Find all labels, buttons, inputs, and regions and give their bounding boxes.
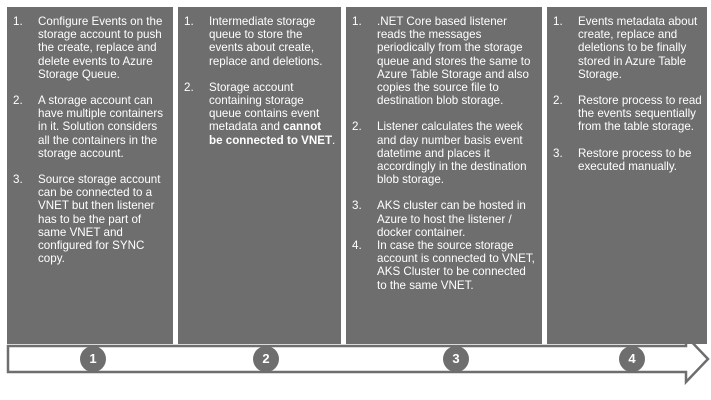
step-list-2 [184,15,337,160]
step-number: 3. [553,146,563,160]
step-text [209,81,335,147]
step-text: Listener calculates the week and day number basis event datetime and places it accordingly in the destination blob storage. [377,120,527,187]
step-item [184,81,337,147]
step-number: 1. [13,15,23,28]
step-text: .NET Core based listener reads the messages periodically from the storage queue and stores the same to Azure Table Storage and also copies the source file to destination blob storage. [377,15,531,108]
step-panel-2 [178,7,341,344]
step-item [13,173,169,265]
step-panel-1 [7,7,173,344]
step-item [553,94,703,134]
step-badge-1: 1 [80,346,106,372]
step-item [352,239,538,292]
step-number: 1. [184,15,194,28]
step-number: 2. [553,94,563,108]
step-list-4 [553,15,703,186]
step-text: Intermediate storage queue to store the events about create, replace and deletions. [209,15,323,68]
step-panel-3 [346,7,542,344]
step-item [352,15,538,107]
step-number: 1. [352,15,362,28]
step-number: 2. [352,120,362,134]
step-text-part: . [332,133,336,147]
step-text: Restore process to read the events sequentially from the table storage. [578,94,702,134]
step-item [352,120,538,186]
step-number: 2. [13,94,23,108]
step-badge-4: 4 [619,346,645,372]
step-item [352,199,538,239]
step-item [184,15,337,68]
step-text: Configure Events on the storage account to push the create, replace and delete events to Azure Storage Queue. [38,15,163,81]
step-number: 2. [184,80,194,94]
step-number: 3. [13,173,23,187]
step-text: AKS cluster can be hosted in Azure to host the listener / docker container. [377,199,526,239]
step-item [13,15,169,81]
step-text-emphasis: cannot be connected to VNET [209,120,333,147]
step-badge-2: 2 [253,346,279,372]
step-number: 4. [352,239,362,253]
step-list-1 [13,15,169,278]
step-text: Events metadata about create, replace and deletions to be finally stored in Azure Table Storage. [578,15,698,81]
step-badge-3: 3 [443,346,469,372]
step-text: A storage account can have multiple containers in it. Solution considers all the containers in the storage account. [38,94,164,160]
step-text: In case the source storage account is connected to VNET, AKS Cluster to be connected to the same VNET. [377,239,535,292]
step-number: 3. [352,199,362,213]
step-list-3 [352,15,538,305]
step-item [553,15,703,81]
step-item [13,94,169,160]
step-text: Restore process to be executed manually. [578,146,692,173]
step-text-part: Storage account containing storage queue contains event metadata and [209,80,320,134]
step-item [553,147,703,173]
step-number: 1. [553,15,563,28]
step-panel-4 [547,7,707,344]
step-text: Source storage account can be connected to a VNET but then listener has to be the part of same VNET and configured for SYNC copy. [38,173,161,266]
